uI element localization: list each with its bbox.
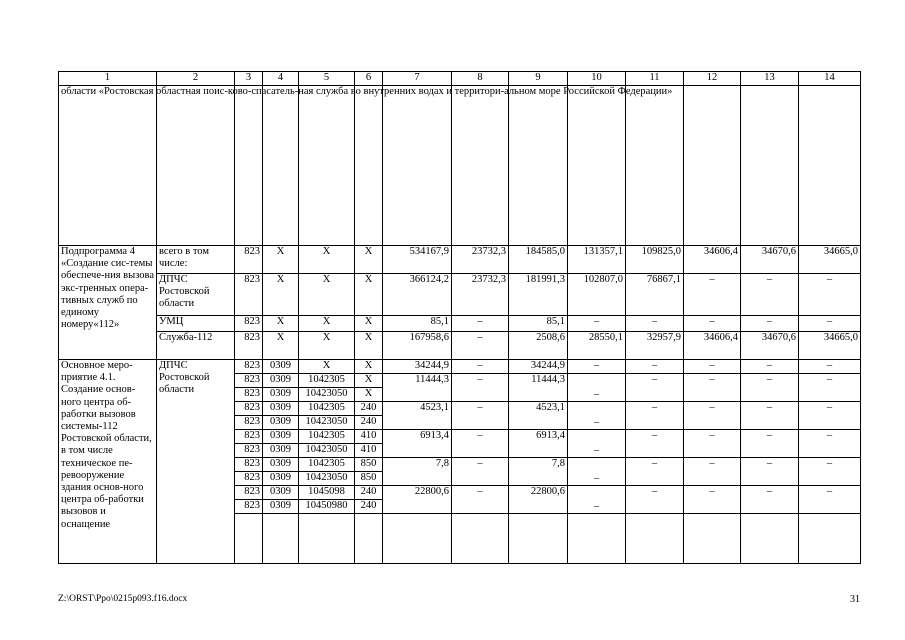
code-cell: 240 (355, 500, 383, 514)
amount-cell: 4523,1 (383, 402, 452, 430)
dash-cell: – (799, 360, 861, 374)
table-cell (355, 514, 383, 564)
table-cell (299, 514, 355, 564)
code-cell: 10423050 (299, 416, 355, 430)
table-cell (626, 514, 684, 564)
column-header: 7 (383, 72, 452, 86)
table-cell: 823 (235, 332, 263, 360)
event-title: Основное меро-приятие 4.1. Создание основ-ного центра об-работки вызовов системы-112 Ростовской области, в том числе техническое пе-ревооружение здания основ-ного центра об-работки вызовов и оснащение (59, 360, 157, 564)
dash-cell: – (799, 402, 861, 430)
amount-cell: 366124,2 (383, 274, 452, 316)
dash-cell: – (741, 486, 799, 514)
dash-cell: – (626, 360, 684, 374)
code-cell: 0309 (263, 500, 299, 514)
table-cell (568, 86, 626, 246)
column-header: 12 (684, 72, 741, 86)
subprogram-title: Подпрограмма 4 «Создание сис-темы обеспече-ния вызова экс-тренных опера-тивных служб по единому номеру«112» (59, 246, 157, 360)
amount-cell: 4523,1 (509, 402, 568, 430)
dash-cell: – (452, 316, 509, 332)
dash-cell: – (684, 402, 741, 430)
dash-cell: – (452, 374, 509, 402)
table-cell (799, 86, 861, 246)
dash-cell: – (568, 360, 626, 374)
table-cell (568, 514, 626, 564)
column-header: 11 (626, 72, 684, 86)
code-cell: 823 (235, 402, 263, 416)
table-cell (299, 86, 355, 246)
dash-cell: – (684, 374, 741, 402)
table-cell: X (299, 316, 355, 332)
table-cell: X (299, 274, 355, 316)
code-cell: 10423050 (299, 444, 355, 458)
dash-cell: – (626, 486, 684, 514)
program-table (58, 71, 861, 564)
code-cell: 823 (235, 388, 263, 402)
table-cell: X (299, 246, 355, 274)
dash-cell: – (799, 486, 861, 514)
header-row (59, 72, 861, 86)
table-cell (263, 86, 299, 246)
table-cell (452, 86, 509, 246)
amount-cell: 131357,1 (568, 246, 626, 274)
table-cell: X (263, 274, 299, 316)
dash-cell: – (684, 316, 741, 332)
table-cell: X (355, 274, 383, 316)
amount-cell: 34670,6 (741, 246, 799, 274)
dash-cell: – (626, 316, 684, 332)
table-cell (684, 514, 741, 564)
dash-cell: – (741, 360, 799, 374)
dash-cell: – (684, 274, 741, 316)
amount-cell: 32957,9 (626, 332, 684, 360)
footer-page-number: 31 (850, 594, 860, 605)
dash-cell: – (452, 486, 509, 514)
column-header: 9 (509, 72, 568, 86)
dash-cell: – (568, 430, 626, 458)
code-cell: 0309 (263, 458, 299, 472)
table-cell: X (355, 246, 383, 274)
dash-cell: – (799, 430, 861, 458)
code-cell: 240 (355, 402, 383, 416)
code-cell: 0309 (263, 374, 299, 388)
amount-cell: 34670,6 (741, 332, 799, 360)
dash-cell: – (452, 360, 509, 374)
dash-cell: – (741, 374, 799, 402)
code-cell: 0309 (263, 402, 299, 416)
dash-cell: – (799, 274, 861, 316)
table-cell (452, 514, 509, 564)
dash-cell: – (452, 402, 509, 430)
executor: ДПЧС Ростовской области (157, 274, 235, 316)
dash-cell: – (568, 316, 626, 332)
code-cell: 823 (235, 486, 263, 500)
executor: Служба-112 (157, 332, 235, 360)
dash-cell: – (568, 374, 626, 402)
table-cell: 823 (235, 360, 263, 374)
executor: всего в том числе: (157, 246, 235, 274)
amount-cell: 22800,6 (383, 486, 452, 514)
dash-cell: – (684, 430, 741, 458)
dash-cell: – (452, 458, 509, 486)
amount-cell: 109825,0 (626, 246, 684, 274)
code-cell: 850 (355, 458, 383, 472)
table-cell: X (355, 316, 383, 332)
code-cell: 240 (355, 486, 383, 500)
table-row (59, 274, 861, 316)
code-cell: 0309 (263, 416, 299, 430)
amount-cell: 2508,6 (509, 332, 568, 360)
code-cell: 240 (355, 416, 383, 430)
dash-cell: – (626, 402, 684, 430)
amount-cell: 184585,0 (509, 246, 568, 274)
table-row (59, 316, 861, 332)
dash-cell: – (626, 430, 684, 458)
code-cell: 0309 (263, 444, 299, 458)
dash-cell: – (741, 316, 799, 332)
amount-cell: 34606,4 (684, 246, 741, 274)
table-cell: 823 (235, 316, 263, 332)
code-cell: 823 (235, 458, 263, 472)
dash-cell: – (799, 458, 861, 486)
amount-cell: 23732,3 (452, 274, 509, 316)
table-row (59, 86, 861, 246)
column-header: 8 (452, 72, 509, 86)
dash-cell: – (568, 402, 626, 430)
column-header: 5 (299, 72, 355, 86)
executor: УМЦ (157, 316, 235, 332)
table-cell (741, 514, 799, 564)
column-header: 4 (263, 72, 299, 86)
amount-cell: 34665,0 (799, 246, 861, 274)
table-cell (799, 514, 861, 564)
code-cell: 0309 (263, 388, 299, 402)
table-cell: X (263, 332, 299, 360)
amount-cell: 102807,0 (568, 274, 626, 316)
amount-cell: 34244,9 (383, 360, 452, 374)
code-cell: 1042305 (299, 458, 355, 472)
code-cell: 823 (235, 416, 263, 430)
amount-cell: 181991,3 (509, 274, 568, 316)
dash-cell: – (741, 402, 799, 430)
table-row (59, 332, 861, 360)
dash-cell: – (684, 458, 741, 486)
table-cell (157, 86, 235, 246)
column-header: 1 (59, 72, 157, 86)
table-row (59, 246, 861, 274)
table-cell: 823 (235, 246, 263, 274)
code-cell: 10423050 (299, 472, 355, 486)
code-cell: 823 (235, 430, 263, 444)
table-cell: X (355, 360, 383, 374)
code-cell: 0309 (263, 472, 299, 486)
amount-cell: 11444,3 (383, 374, 452, 402)
amount-cell: 6913,4 (509, 430, 568, 458)
table-cell: 823 (235, 274, 263, 316)
table-cell (684, 86, 741, 246)
amount-cell: 85,1 (509, 316, 568, 332)
dash-cell: – (741, 458, 799, 486)
amount-cell: 11444,3 (509, 374, 568, 402)
amount-cell: 34665,0 (799, 332, 861, 360)
code-cell: 823 (235, 374, 263, 388)
table-cell (355, 86, 383, 246)
table-cell (626, 86, 684, 246)
amount-cell: 7,8 (509, 458, 568, 486)
dash-cell: – (741, 430, 799, 458)
code-cell: 410 (355, 444, 383, 458)
table-row (59, 360, 861, 374)
column-header: 13 (741, 72, 799, 86)
dash-cell: – (799, 316, 861, 332)
table-cell (509, 86, 568, 246)
column-header: 6 (355, 72, 383, 86)
column-header: 3 (235, 72, 263, 86)
amount-cell: 6913,4 (383, 430, 452, 458)
code-cell: 823 (235, 444, 263, 458)
row-title: области «Ростовская областная поис-ково-спасатель-ная служба во внутренних водах и территори-альном море Российской Федерации» (59, 86, 157, 246)
table-cell (235, 86, 263, 246)
dash-cell: – (568, 458, 626, 486)
dash-cell: – (684, 486, 741, 514)
dash-cell: – (626, 374, 684, 402)
amount-cell: 85,1 (383, 316, 452, 332)
code-cell: X (355, 388, 383, 402)
table-cell (383, 86, 452, 246)
table-cell (741, 86, 799, 246)
code-cell: 0309 (263, 486, 299, 500)
column-header: 14 (799, 72, 861, 86)
executor: ДПЧС Ростовской области (157, 360, 235, 564)
dash-cell: – (452, 430, 509, 458)
column-header: 2 (157, 72, 235, 86)
table-cell: X (263, 316, 299, 332)
code-cell: 10450980 (299, 500, 355, 514)
code-cell: 10423050 (299, 388, 355, 402)
code-cell: 410 (355, 430, 383, 444)
dash-cell: – (568, 486, 626, 514)
table-cell: X (263, 246, 299, 274)
amount-cell: 534167,9 (383, 246, 452, 274)
code-cell: 823 (235, 500, 263, 514)
table-cell: 0309 (263, 360, 299, 374)
amount-cell: 76867,1 (626, 274, 684, 316)
column-header: 10 (568, 72, 626, 86)
amount-cell: 34606,4 (684, 332, 741, 360)
dash-cell: – (452, 332, 509, 360)
code-cell: 0309 (263, 430, 299, 444)
table-cell (383, 514, 452, 564)
footer-file-path: Z:\ORST\Ppo\0215p093.f16.docx (58, 594, 188, 604)
dash-cell: – (741, 274, 799, 316)
amount-cell: 167958,6 (383, 332, 452, 360)
code-cell: 1042305 (299, 430, 355, 444)
code-cell: X (355, 374, 383, 388)
code-cell: 823 (235, 472, 263, 486)
dash-cell: – (684, 360, 741, 374)
code-cell: 1042305 (299, 374, 355, 388)
dash-cell: – (799, 374, 861, 402)
amount-cell: 22800,6 (509, 486, 568, 514)
dash-cell: – (626, 458, 684, 486)
table-cell (235, 514, 263, 564)
amount-cell: 28550,1 (568, 332, 626, 360)
table-cell: X (355, 332, 383, 360)
amount-cell: 23732,3 (452, 246, 509, 274)
code-cell: 1042305 (299, 402, 355, 416)
code-cell: 1045098 (299, 486, 355, 500)
table-cell (509, 514, 568, 564)
amount-cell: 34244,9 (509, 360, 568, 374)
table-cell: X (299, 360, 355, 374)
table-cell: X (299, 332, 355, 360)
code-cell: 850 (355, 472, 383, 486)
table-cell (263, 514, 299, 564)
amount-cell: 7,8 (383, 458, 452, 486)
